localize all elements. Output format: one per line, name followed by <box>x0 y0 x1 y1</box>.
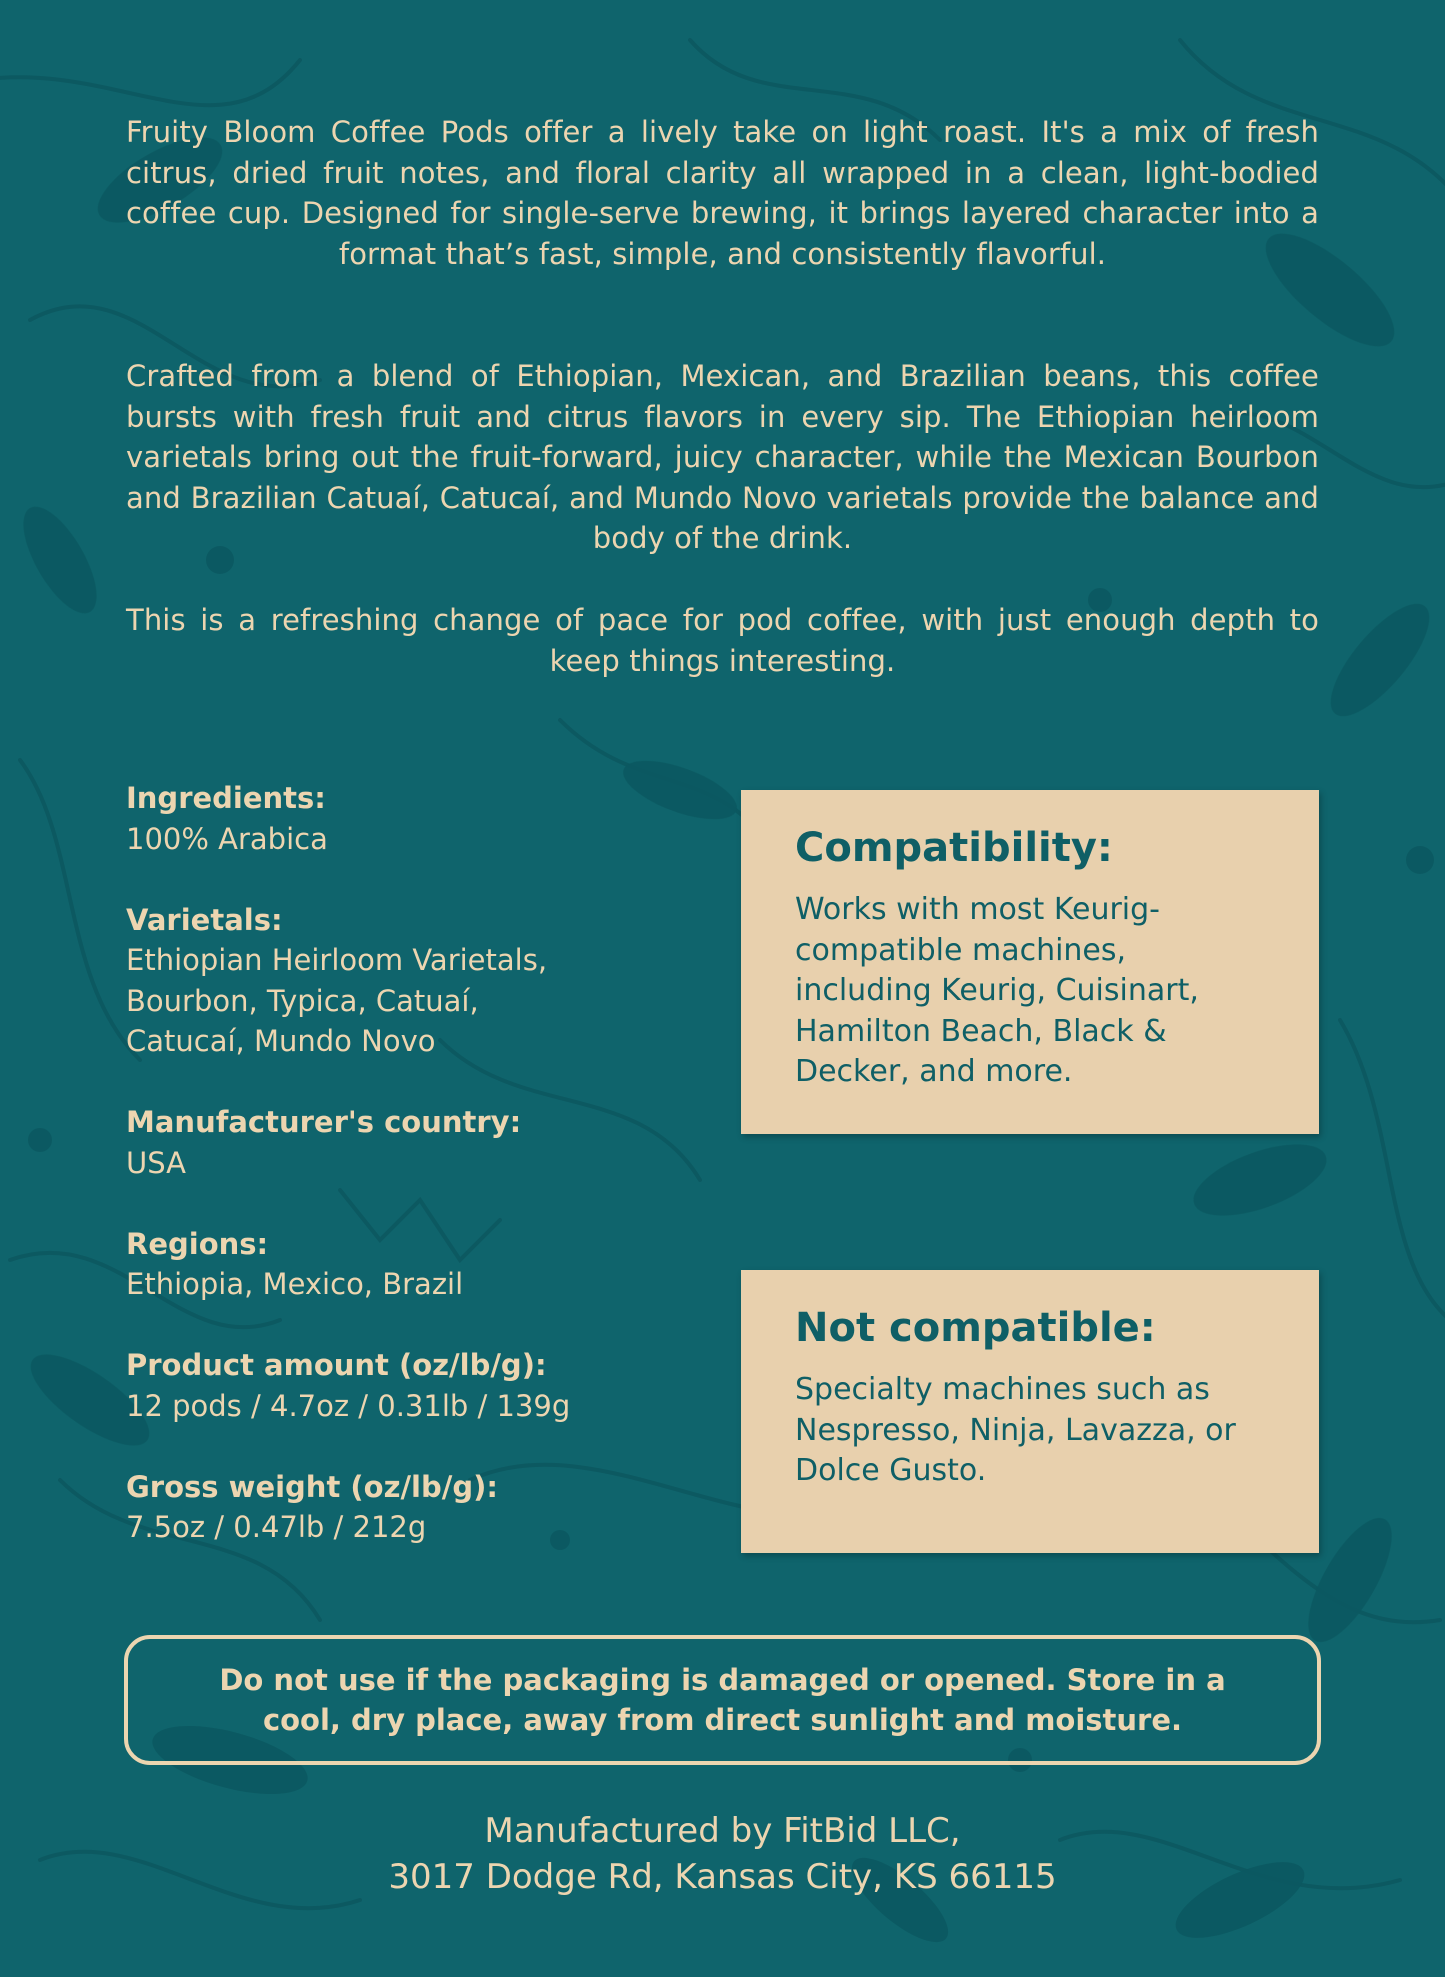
compatibility-box <box>741 790 1319 1134</box>
not-compatible-title: Not compatible: <box>795 1305 1156 1351</box>
manufacturer-address: 3017 Dodge Rd, Kansas City, KS 66115 <box>388 1857 1057 1897</box>
description-paragraph: Crafted from a blend of Ethiopian, Mexican, and Brazilian beans, this coffee bursts with fresh fruit and citrus flavors in every sip. The Ethiopian heirloom varietals bring out the fruit-forward, juicy character, while the Mexican Bourbon and Brazilian Catuaí, Catucaí, and Mundo Novo varietals provide the balance and body of the drink. <box>126 359 1319 555</box>
product-specs-list <box>126 778 686 1588</box>
spec-ingredients <box>126 778 686 859</box>
spec-label: Manufacturer's country: <box>126 1105 522 1139</box>
description-paragraph: Fruity Bloom Coffee Pods offer a lively take on light roast. It's a mix of fresh citrus, dried fruit notes, and floral clarity all wrapped in a clean, light-bodied coffee cup. Designed for single-serve brewing, it brings layered character into a format that’s fast, simple, and consistently flavorful. <box>126 115 1319 271</box>
manufacturer-info <box>126 1808 1319 1900</box>
spec-value: 12 pods / 4.7oz / 0.31lb / 139g <box>126 1388 571 1423</box>
compatibility-title: Compatibility: <box>795 825 1113 871</box>
manufacturer-name: Manufactured by FitBid LLC, <box>484 1811 961 1851</box>
not-compatible-box <box>741 1270 1319 1553</box>
storage-warning <box>124 1635 1321 1765</box>
not-compatible-text: Specialty machines such as Nespresso, Ninja, Lavazza, or Dolce Gusto. <box>795 1372 1236 1488</box>
spec-value: Ethiopian Heirloom Varietals, Bourbon, Typica, Catuaí, Catucaí, Mundo Novo <box>126 943 548 1058</box>
spec-gross-weight <box>126 1467 686 1548</box>
spec-value: Ethiopia, Mexico, Brazil <box>126 1267 464 1301</box>
compatibility-text: Works with most Keurig-compatible machines, including Keurig, Cuisinart, Hamilton Beach, Black & Decker, and more. <box>795 892 1199 1089</box>
spec-label: Varietals: <box>126 902 283 937</box>
spec-label: Ingredients: <box>126 781 326 815</box>
spec-manufacturer-country <box>126 1102 686 1183</box>
spec-value: 7.5oz / 0.47lb / 212g <box>126 1510 427 1544</box>
spec-label: Gross weight (oz/lb/g): <box>126 1469 498 1504</box>
spec-label: Product amount (oz/lb/g): <box>126 1348 547 1382</box>
spec-regions <box>126 1224 686 1305</box>
description-paragraph: This is a refreshing change of pace for pod coffee, with just enough depth to keep things interesting. <box>126 603 1319 678</box>
spec-value: 100% Arabica <box>126 821 328 856</box>
spec-varietals <box>126 900 686 1062</box>
spec-product-amount <box>126 1345 686 1426</box>
storage-warning-text: Do not use if the packaging is damaged or opened. Store in a cool, dry place, away from direct sunlight and moisture. <box>219 1662 1226 1737</box>
spec-value: USA <box>126 1145 187 1180</box>
spec-label: Regions: <box>126 1226 269 1261</box>
